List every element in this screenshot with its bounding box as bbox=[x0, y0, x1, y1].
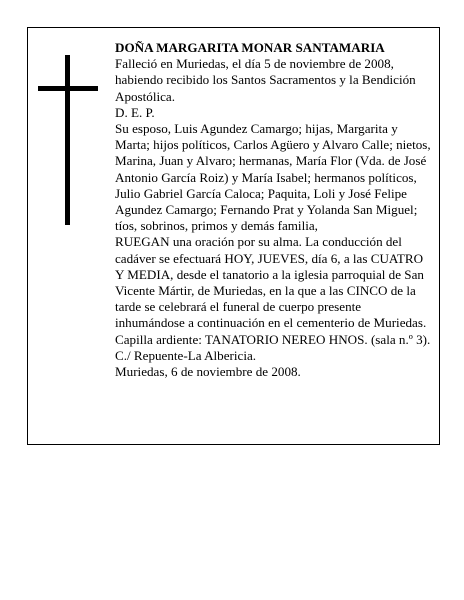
rip-abbreviation: D. E. P. bbox=[115, 104, 155, 120]
obituary-notice bbox=[27, 27, 440, 445]
funeral-details: RUEGAN una oración por su alma. La conducción del cadáver se efectuará HOY, JUEVES, día 6, a las CUATRO Y MEDIA, desde el tanatorio a la iglesia parroquial de San Vicente Mártir, de Muriedas, en la que a las CINCO de la tarde se celebrará el funeral de cuerpo presente inhumándose a continuación en el cementerio de Muriedas. Capilla ardiente: TANATORIO NEREO HNOS. (sala n.º 3). C./ Repuente-La Albericia. bbox=[115, 234, 431, 363]
family-list: Su esposo, Luis Agundez Camargo; hijas, Margarita y Marta; hijos políticos, Carlos Agüero y Alvaro Calle; nietos, Marina, Juan y Alvaro; hermanas, María Flor (Vda. de José Antonio García Roiz) y María Isabel; hermanos políticos, Julio Gabriel García Caloca; Paquita, Loli y José Felipe Agundez Camargo; Fernando Prat y Yolanda San Miguel; tíos, sobrinos, primos y demás familia, bbox=[115, 121, 431, 234]
cross-horizontal-bar bbox=[38, 86, 98, 91]
place-and-date: Muriedas, 6 de noviembre de 2008. bbox=[115, 364, 301, 380]
death-statement: Falleció en Muriedas, el día 5 de noviembre de 2008, habiendo recibido los Santos Sacramentos y la Bendición Apostólica. bbox=[115, 56, 416, 104]
notice-text bbox=[115, 40, 433, 380]
cross-vertical-bar bbox=[65, 55, 70, 225]
deceased-name: DOÑA MARGARITA MONAR SANTAMARIA bbox=[115, 40, 385, 55]
latin-cross-icon bbox=[38, 55, 98, 225]
